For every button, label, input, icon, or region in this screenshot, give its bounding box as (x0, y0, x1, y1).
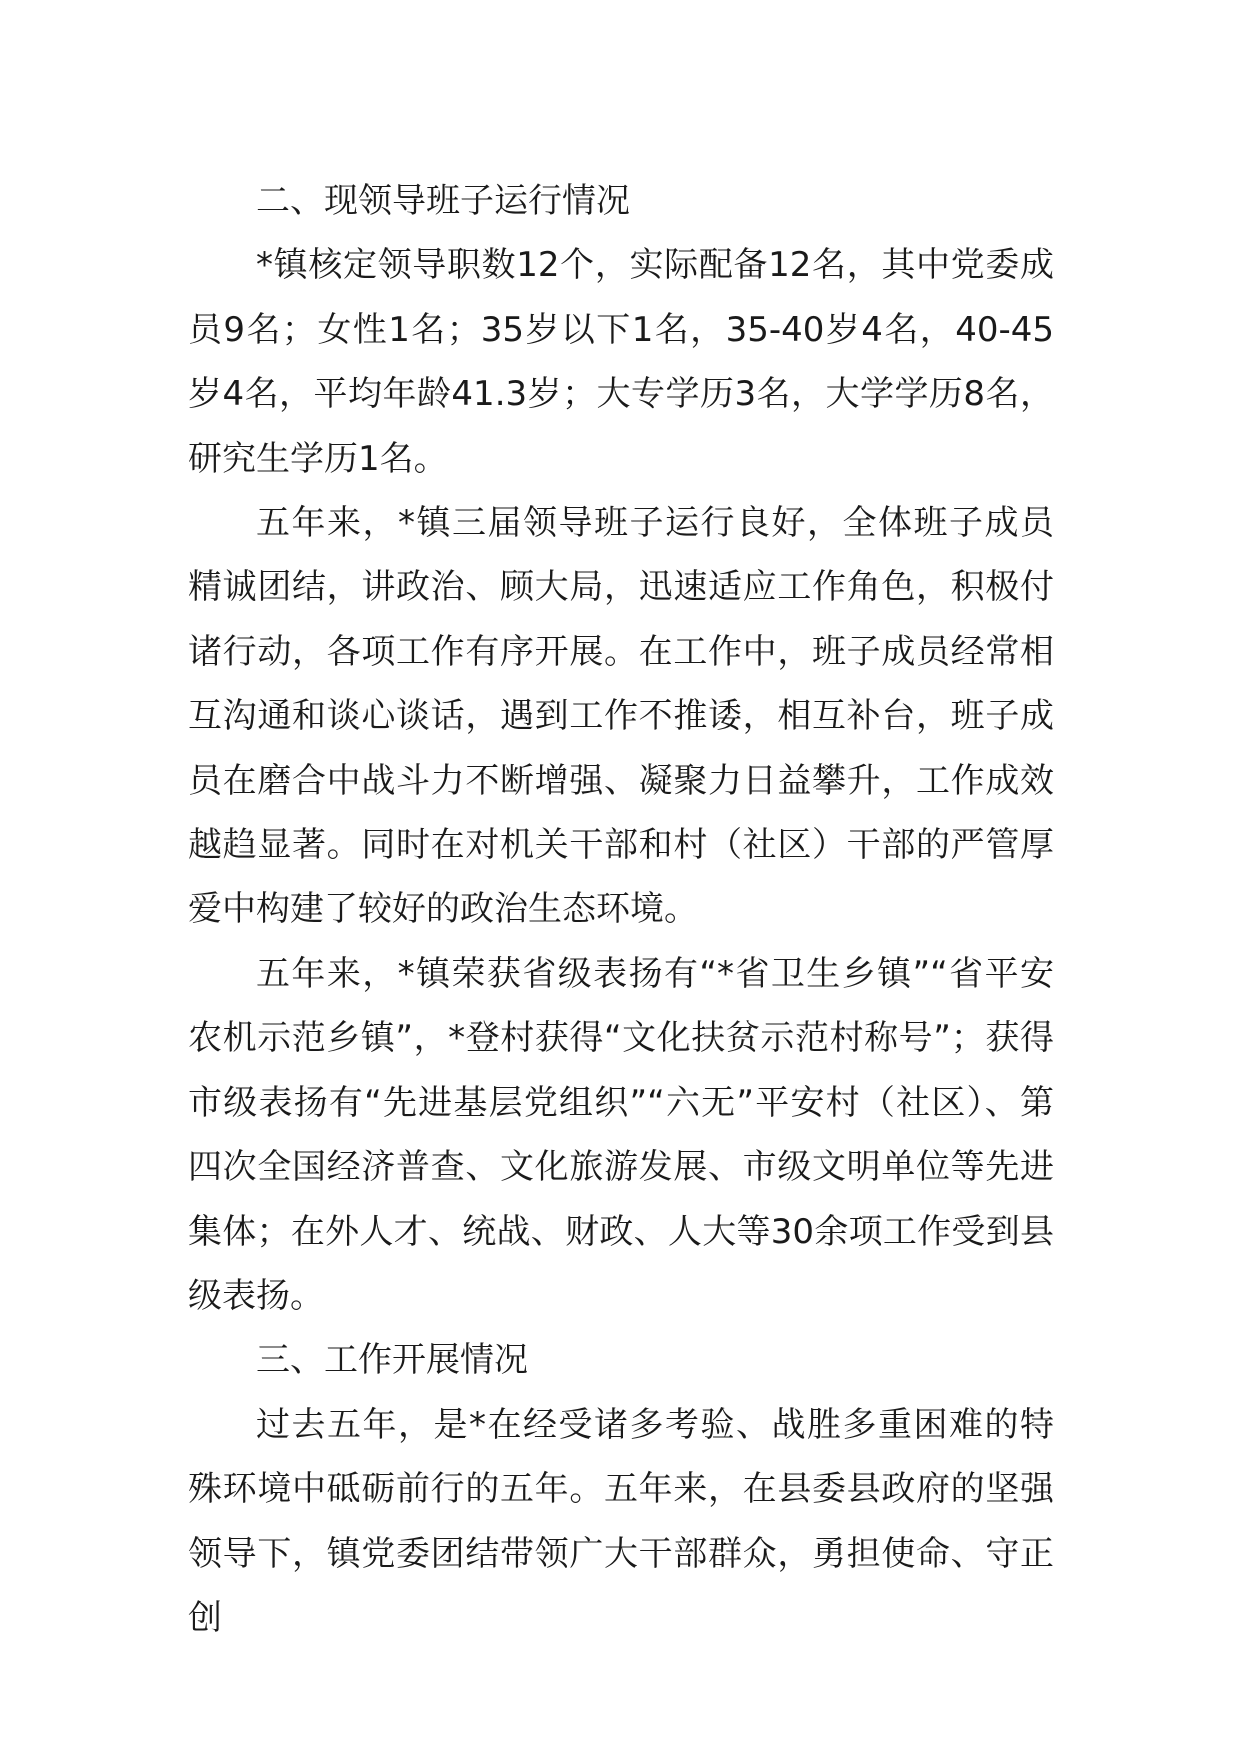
section-heading-work: 三、工作开展情况 (256, 1340, 528, 1381)
document-body (188, 169, 1054, 1650)
paragraph-five-years: 过去五年，是*在经受诸多考验、战胜多重困难的特殊环境中砥砺前行的五年。五年来，在县委县政府的坚强领导下，镇党委团结带领广大干部群众，勇担使命、守正创 (188, 1404, 1054, 1638)
section-heading-leadership: 二、现领导班子运行情况 (256, 181, 630, 221)
paragraph-staffing: *镇核定领导职数12个，实际配备12名，其中党委成员9名；女性1名；35岁以下1名，35-40岁4名，40-45岁4名，平均年龄41.3岁；大专学历3名，大学学历8名，研究生学历1名。 (188, 245, 1054, 479)
paragraph-team-operation: 五年来，*镇三届领导班子运行良好，全体班子成员精诚团结，讲政治、顾大局，迅速适应工作角色，积极付诸行动，各项工作有序开展。在工作中，班子成员经常相互沟通和谈心谈话，遇到工作不推诿，相互补台，班子成员在磨合中战斗力不断增强、凝聚力日益攀升，工作成效越趋显著。同时在对机关干部和村（社区）干部的严管厚爱中构建了较好的政治生态环境。 (188, 503, 1054, 930)
paragraph-honors: 五年来，*镇荣获省级表扬有“*省卫生乡镇”“省平安农机示范乡镇”，*登村获得“文化扶贫示范村称号”；获得市级表扬有“先进基层党组织”“六无”平安村（社区）、第四次全国经济普查、文化旅游发展、市级文明单位等先进集体；在外人才、统战、财政、人大等30余项工作受到县级表扬。 (188, 953, 1054, 1316)
